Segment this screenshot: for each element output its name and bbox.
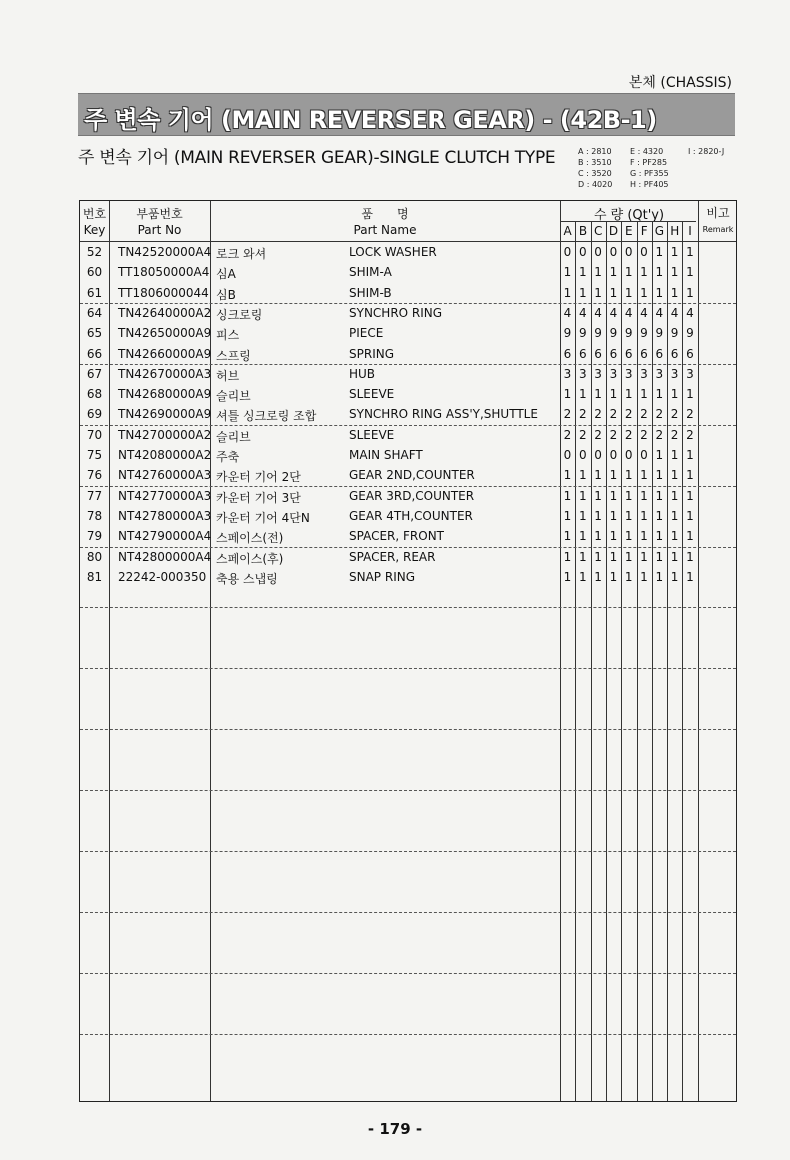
group-separator (80, 973, 736, 974)
table-row (80, 404, 736, 424)
cell-qty: 1 (563, 285, 572, 300)
cell-name-ko: 카운터 기어 3단 (216, 490, 301, 505)
model-code: A : 2810 (578, 147, 612, 156)
cell-key: 75 (86, 448, 103, 462)
table-row (80, 303, 736, 323)
cell-qty: 1 (578, 468, 587, 483)
qty-col-header: A (563, 224, 572, 238)
cell-key: 64 (86, 305, 103, 320)
table-row (80, 425, 736, 445)
cell-qty: 1 (563, 508, 572, 523)
cell-qty: 1 (655, 387, 664, 402)
cell-qty: 9 (594, 326, 602, 341)
cell-qty: 1 (594, 569, 602, 584)
cell-part-no: NT42760000A3 (118, 468, 212, 483)
cell-qty: 6 (640, 346, 648, 361)
qty-col-header: B (578, 224, 588, 238)
table-row (80, 242, 736, 262)
cell-qty: 2 (655, 407, 664, 422)
cell-qty: 9 (670, 326, 679, 341)
cell-qty: 2 (640, 427, 648, 442)
cell-qty: 1 (594, 488, 602, 503)
cell-qty: 1 (686, 285, 694, 300)
cell-name-en: HUB (349, 366, 376, 381)
cell-qty: 1 (594, 549, 602, 564)
cell-qty: 4 (563, 305, 572, 320)
group-separator (80, 1034, 736, 1035)
cell-qty: 1 (609, 265, 618, 280)
table-row (80, 323, 736, 343)
cell-qty: 0 (578, 448, 587, 462)
table-row (80, 547, 736, 567)
cell-part-no: TT1806000044 (118, 285, 209, 300)
cell-qty: 1 (563, 529, 572, 544)
cell-qty: 1 (670, 549, 679, 564)
cell-qty: 1 (686, 448, 694, 462)
qty-col-header: E (625, 224, 633, 238)
cell-key: 79 (86, 529, 103, 544)
cell-qty: 1 (624, 265, 633, 280)
cell-part-no: TN42700000A2 (118, 427, 212, 442)
qty-col-header: H (670, 224, 680, 238)
header-partno-en: Part No (137, 223, 182, 237)
cell-qty: 1 (609, 529, 618, 544)
cell-qty: 1 (578, 569, 587, 584)
group-separator (80, 668, 736, 669)
cell-qty: 1 (655, 265, 664, 280)
cell-name-ko: 셔틀 싱크로링 조합 (216, 409, 317, 424)
cell-qty: 1 (609, 488, 618, 503)
cell-qty: 2 (686, 427, 694, 442)
cell-qty: 4 (686, 305, 694, 320)
cell-qty: 1 (563, 265, 572, 280)
parts-table (79, 200, 737, 1102)
cell-qty: 9 (609, 326, 618, 341)
cell-qty: 1 (624, 285, 633, 300)
cell-qty: 1 (640, 508, 648, 523)
header-key-en: Key (83, 223, 106, 237)
header-key-ko: 번호 (82, 207, 107, 221)
cell-qty: 9 (686, 326, 694, 341)
cell-qty: 1 (563, 468, 572, 483)
cell-qty: 2 (640, 407, 648, 422)
banner-title: 주 변속 기어 (MAIN REVERSER GEAR) - (42B-1) (84, 106, 657, 134)
cell-qty: 6 (594, 346, 602, 361)
cell-qty: 1 (670, 529, 679, 544)
table-row (80, 283, 736, 303)
cell-qty: 2 (578, 427, 587, 442)
model-code: F : PF285 (630, 158, 668, 167)
cell-qty: 1 (655, 549, 664, 564)
cell-key: 77 (86, 488, 103, 503)
cell-name-en: GEAR 2ND,COUNTER (349, 468, 475, 483)
cell-key: 61 (86, 285, 103, 300)
cell-qty: 6 (578, 346, 587, 361)
model-legend-col3 (688, 146, 724, 157)
cell-qty: 1 (655, 448, 664, 462)
cell-qty: 0 (563, 245, 572, 259)
cell-qty: 1 (563, 488, 572, 503)
cell-qty: 1 (609, 285, 618, 300)
cell-qty: 4 (609, 305, 618, 320)
cell-qty: 1 (655, 569, 664, 584)
cell-name-ko: 슬리브 (216, 389, 251, 404)
qty-subheader-rule (560, 221, 696, 222)
cell-qty: 2 (655, 427, 664, 442)
cell-name-ko: 스프링 (216, 348, 251, 363)
cell-name-ko: 로크 와셔 (216, 247, 267, 261)
header-name-en: Part Name (353, 223, 417, 237)
model-code: D : 4020 (578, 180, 613, 189)
cell-qty: 6 (624, 346, 633, 361)
cell-qty: 1 (686, 549, 694, 564)
cell-qty: 1 (655, 488, 664, 503)
cell-qty: 1 (640, 488, 648, 503)
qty-col-header: C (594, 224, 603, 238)
model-code: C : 3520 (578, 169, 612, 178)
cell-qty: 1 (624, 529, 633, 544)
section-label: 본체 (CHASSIS) (628, 75, 732, 91)
cell-qty: 0 (640, 448, 648, 462)
header-remark-ko: 비고 (706, 206, 730, 220)
cell-part-no: NT42790000A4 (118, 529, 212, 544)
cell-qty: 1 (640, 285, 648, 300)
cell-qty: 1 (640, 549, 648, 564)
cell-key: 52 (86, 245, 103, 259)
group-separator (80, 607, 736, 608)
cell-qty: 4 (594, 305, 602, 320)
cell-key: 68 (86, 387, 103, 402)
header-partno-ko: 부품번호 (136, 207, 183, 221)
cell-qty: 1 (655, 529, 664, 544)
cell-name-ko: 주축 (216, 450, 240, 464)
cell-qty: 1 (655, 245, 664, 259)
cell-key: 60 (86, 265, 103, 280)
cell-qty: 1 (655, 508, 664, 523)
cell-qty: 1 (624, 508, 633, 523)
cell-name-en: SPACER, FRONT (349, 529, 445, 544)
cell-name-ko: 스페이스(후) (216, 551, 284, 566)
cell-name-en: SNAP RING (349, 569, 416, 584)
model-legend-col1 (578, 146, 612, 190)
cell-qty: 1 (578, 387, 587, 402)
cell-qty: 1 (578, 265, 587, 280)
cell-qty: 0 (594, 448, 602, 462)
cell-key: 80 (86, 549, 103, 564)
cell-qty: 1 (655, 468, 664, 483)
cell-qty: 1 (578, 529, 587, 544)
cell-qty: 4 (655, 305, 664, 320)
cell-qty: 3 (609, 366, 618, 381)
qty-col-header: G (654, 224, 665, 238)
qty-col-header: I (688, 224, 692, 238)
cell-qty: 3 (578, 366, 587, 381)
cell-qty: 1 (578, 285, 587, 300)
cell-name-en: GEAR 4TH,COUNTER (349, 508, 473, 523)
header-qty: 수 량 (Qt'y) (593, 208, 665, 223)
cell-qty: 1 (686, 468, 694, 483)
cell-qty: 1 (686, 387, 694, 402)
cell-name-en: SHIM-B (349, 285, 392, 300)
header-name-ko: 품 명 (361, 207, 409, 221)
cell-qty: 1 (594, 265, 602, 280)
cell-qty: 1 (624, 387, 633, 402)
cell-qty: 3 (670, 366, 679, 381)
cell-qty: 0 (594, 245, 602, 259)
table-row (80, 445, 736, 465)
cell-name-ko: 허브 (216, 368, 240, 383)
table-row (80, 384, 736, 404)
cell-qty: 0 (640, 245, 648, 259)
cell-qty: 2 (563, 427, 572, 442)
cell-qty: 9 (578, 326, 587, 341)
table-row (80, 567, 736, 587)
cell-name-en: MAIN SHAFT (349, 448, 423, 462)
cell-name-ko: 스페이스(전) (216, 531, 284, 546)
cell-part-no: TN42640000A2 (118, 305, 212, 320)
cell-part-no: TN42680000A9 (118, 387, 212, 402)
header-remark-en: Remark (702, 225, 734, 234)
cell-qty: 6 (563, 346, 572, 361)
cell-qty: 1 (594, 508, 602, 523)
table-row (80, 526, 736, 546)
cell-name-ko: 축용 스냅링 (216, 571, 278, 586)
cell-part-no: TT18050000A4 (118, 265, 210, 280)
cell-qty: 1 (624, 549, 633, 564)
cell-part-no: NT42780000A3 (118, 508, 212, 523)
cell-qty: 6 (655, 346, 664, 361)
cell-qty: 1 (594, 387, 602, 402)
cell-qty: 2 (624, 427, 633, 442)
cell-qty: 2 (670, 427, 679, 442)
cell-key: 65 (86, 326, 103, 341)
cell-name-ko: 카운터 기어 4단N (216, 510, 310, 525)
cell-part-no: TN42660000A9 (118, 346, 212, 361)
cell-qty: 1 (578, 549, 587, 564)
cell-qty: 1 (594, 468, 602, 483)
cell-qty: 1 (670, 569, 679, 584)
cell-qty: 4 (640, 305, 648, 320)
table-row (80, 364, 736, 384)
cell-qty: 1 (640, 265, 648, 280)
cell-qty: 3 (655, 366, 664, 381)
cell-qty: 1 (640, 468, 648, 483)
cell-qty: 1 (563, 387, 572, 402)
cell-name-ko: 카운터 기어 2단 (216, 470, 301, 485)
cell-qty: 1 (670, 387, 679, 402)
cell-qty: 3 (624, 366, 633, 381)
cell-key: 81 (86, 569, 103, 584)
cell-part-no: NT42800000A4 (118, 549, 212, 564)
cell-name-en: SHIM-A (349, 265, 392, 280)
cell-name-ko: 심A (216, 267, 236, 282)
cell-qty: 1 (594, 529, 602, 544)
cell-qty: 4 (578, 305, 587, 320)
table-row (80, 506, 736, 526)
subtitle: 주 변속 기어 (MAIN REVERSER GEAR)-SINGLE CLUTCH TYPE (78, 148, 556, 168)
cell-qty: 1 (655, 285, 664, 300)
cell-qty: 1 (609, 468, 618, 483)
cell-qty: 1 (670, 265, 679, 280)
group-separator (80, 851, 736, 852)
cell-qty: 2 (670, 407, 679, 422)
cell-qty: 1 (686, 265, 694, 280)
cell-qty: 1 (640, 387, 648, 402)
cell-qty: 0 (578, 245, 587, 259)
cell-qty: 2 (563, 407, 572, 422)
cell-part-no: TN42520000A4 (118, 245, 212, 259)
cell-qty: 2 (624, 407, 633, 422)
cell-name-en: LOCK WASHER (349, 245, 437, 259)
table-row (80, 262, 736, 282)
cell-name-en: SLEEVE (349, 427, 395, 442)
cell-key: 69 (86, 407, 103, 422)
cell-key: 76 (86, 468, 103, 483)
cell-qty: 0 (624, 245, 633, 259)
cell-name-en: SYNCHRO RING (349, 305, 443, 320)
cell-name-ko: 피스 (216, 328, 240, 343)
group-separator (80, 790, 736, 791)
cell-name-en: SYNCHRO RING ASS'Y,SHUTTLE (349, 407, 538, 422)
cell-key: 70 (86, 427, 103, 442)
cell-qty: 1 (609, 549, 618, 564)
cell-qty: 9 (655, 326, 664, 341)
cell-name-en: PIECE (349, 326, 384, 341)
cell-qty: 1 (640, 529, 648, 544)
model-code: G : PF355 (630, 169, 669, 178)
cell-name-en: SPRING (349, 346, 395, 361)
cell-qty: 3 (563, 366, 572, 381)
cell-qty: 0 (609, 448, 618, 462)
cell-qty: 6 (686, 346, 694, 361)
cell-qty: 9 (624, 326, 633, 341)
cell-qty: 1 (670, 488, 679, 503)
cell-qty: 1 (563, 549, 572, 564)
cell-qty: 1 (686, 569, 694, 584)
group-separator (80, 912, 736, 913)
cell-qty: 1 (563, 569, 572, 584)
cell-part-no: NT42080000A2 (118, 448, 212, 462)
table-row (80, 465, 736, 485)
cell-key: 78 (86, 508, 103, 523)
cell-qty: 1 (609, 508, 618, 523)
cell-qty: 1 (670, 508, 679, 523)
table-row (80, 486, 736, 506)
cell-qty: 1 (624, 569, 633, 584)
qty-col-header: F (640, 224, 648, 238)
cell-qty: 4 (670, 305, 679, 320)
cell-qty: 3 (686, 366, 694, 381)
cell-qty: 6 (609, 346, 618, 361)
cell-name-en: GEAR 3RD,COUNTER (349, 488, 475, 503)
cell-qty: 2 (686, 407, 694, 422)
table-row (80, 344, 736, 364)
cell-part-no: TN42670000A3 (118, 366, 212, 381)
cell-qty: 1 (640, 569, 648, 584)
cell-qty: 1 (686, 508, 694, 523)
cell-qty: 1 (686, 488, 694, 503)
cell-key: 66 (86, 346, 103, 361)
model-code: I : 2820-J (688, 147, 725, 156)
cell-qty: 1 (670, 285, 679, 300)
cell-qty: 1 (624, 488, 633, 503)
cell-name-ko: 슬리브 (216, 429, 251, 444)
group-separator (80, 729, 736, 730)
model-code: H : PF405 (630, 180, 669, 189)
model-code: B : 3510 (578, 158, 612, 167)
cell-qty: 3 (640, 366, 648, 381)
title-banner (78, 93, 735, 136)
cell-qty: 0 (563, 448, 572, 462)
cell-qty: 6 (670, 346, 679, 361)
cell-qty: 3 (594, 366, 602, 381)
cell-qty: 9 (640, 326, 648, 341)
model-legend-col2 (630, 146, 669, 190)
cell-qty: 1 (624, 468, 633, 483)
cell-qty: 2 (609, 407, 618, 422)
cell-name-en: SPACER, REAR (349, 549, 436, 564)
cell-qty: 2 (594, 407, 602, 422)
model-code: E : 4320 (630, 147, 664, 156)
cell-qty: 9 (563, 326, 572, 341)
cell-part-no: TN42650000A9 (118, 326, 212, 341)
cell-qty: 2 (578, 407, 587, 422)
cell-qty: 1 (609, 569, 618, 584)
cell-qty: 1 (594, 285, 602, 300)
cell-qty: 1 (670, 468, 679, 483)
cell-qty: 1 (670, 448, 679, 462)
cell-qty: 0 (609, 245, 618, 259)
cell-qty: 1 (609, 387, 618, 402)
cell-part-no: 22242-000350 (118, 569, 207, 584)
cell-name-ko: 심B (216, 287, 236, 302)
cell-part-no: TN42690000A9 (118, 407, 212, 422)
cell-qty: 4 (624, 305, 633, 320)
cell-name-ko: 싱크로링 (216, 307, 263, 322)
cell-name-en: SLEEVE (349, 387, 395, 402)
cell-qty: 1 (578, 488, 587, 503)
cell-qty: 2 (594, 427, 602, 442)
cell-qty: 2 (609, 427, 618, 442)
cell-qty: 1 (670, 245, 679, 259)
cell-qty: 1 (686, 245, 694, 259)
cell-qty: 1 (686, 529, 694, 544)
cell-key: 67 (86, 366, 103, 381)
cell-qty: 1 (578, 508, 587, 523)
cell-part-no: NT42770000A3 (118, 488, 212, 503)
page-number: - 179 - (367, 1120, 423, 1138)
qty-col-header: D (608, 224, 619, 238)
cell-qty: 0 (624, 448, 633, 462)
